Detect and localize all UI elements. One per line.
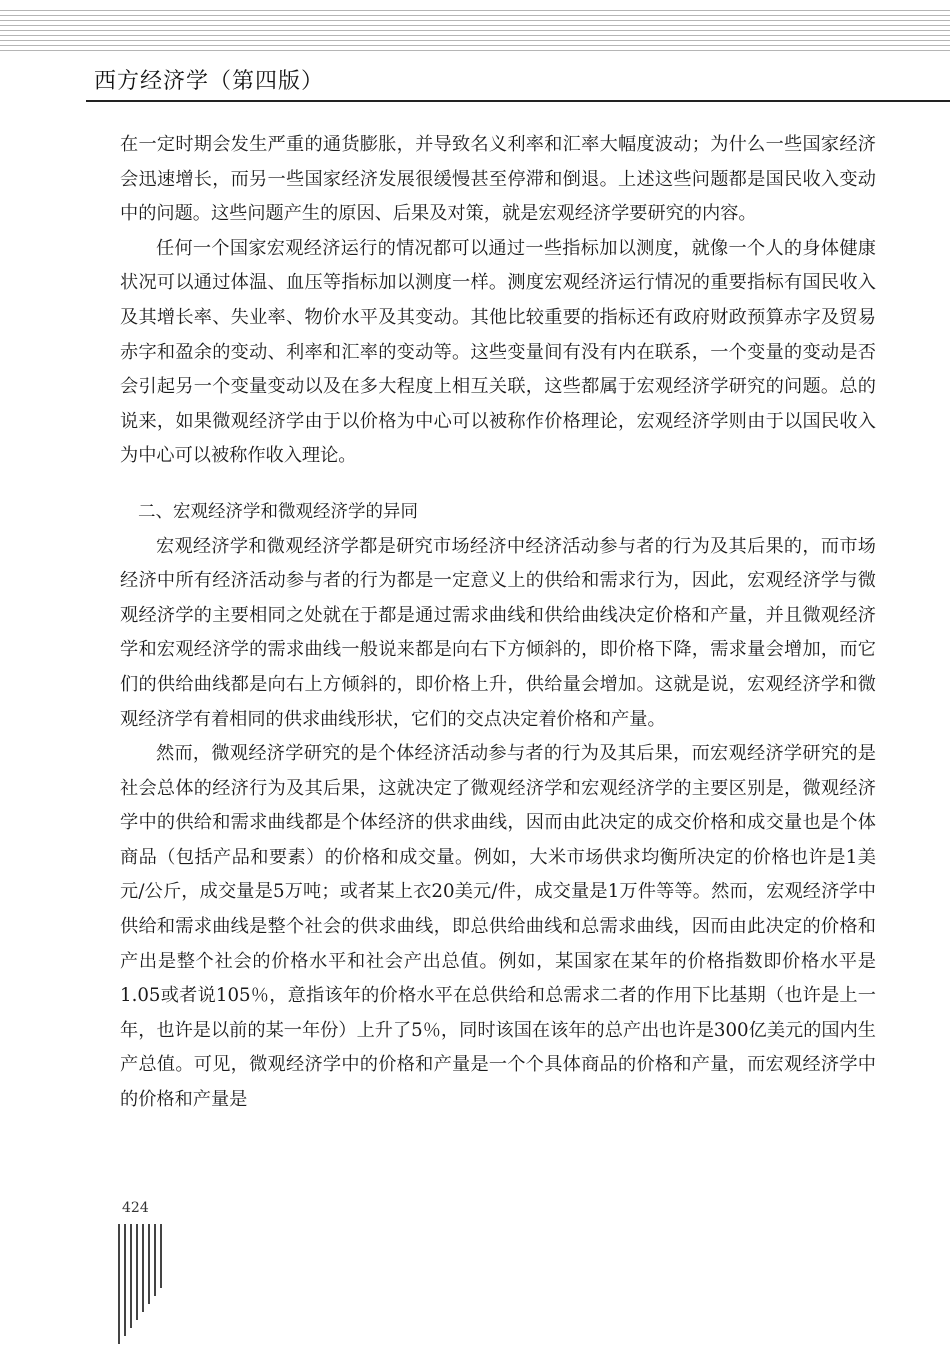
paragraph-continued: 在一定时期会发生严重的通货膨胀，并导致名义利率和汇率大幅度波动；为什么一些国家经济会迅速增长，而另一些国家经济发展很缓慢甚至停滞和倒退。上述这些问题都是国民收入变动中的问题。这些问题产生的原因、后果及对策，就是宏观经济学要研究的内容。 bbox=[120, 134, 876, 225]
header-decorative-rules bbox=[0, 10, 950, 52]
section-heading: 二、宏观经济学和微观经济学的异同 bbox=[138, 501, 418, 522]
page-number: 424 bbox=[122, 1200, 149, 1216]
thumb-index-marks bbox=[118, 1224, 166, 1344]
header-divider bbox=[86, 100, 950, 102]
page-body bbox=[120, 128, 876, 1118]
paragraph-similarities: 宏观经济学和微观经济学都是研究市场经济中经济活动参与者的行为及其后果的，而市场经济中所有经济活动参与者的行为都是一定意义上的供给和需求行为，因此，宏观经济学与微观经济学的主要相同之处就在于都是通过需求曲线和供给曲线决定价格和产量，并且微观经济学和宏观经济学的需求曲线一般说来都是向右下方倾斜的，即价格下降，需求量会增加，而它们的供给曲线都是向右上方倾斜的，即价格上升，供给量会增加。这就是说，宏观经济学和微观经济学有着相同的供求曲线形状，它们的交点决定着价格和产量。 bbox=[120, 535, 876, 730]
running-header-title: 西方经济学（第四版） bbox=[94, 69, 325, 94]
paragraph-indicators: 任何一个国家宏观经济运行的情况都可以通过一些指标加以测度，就像一个人的身体健康状况可以通过体温、血压等指标加以测度一样。测度宏观经济运行情况的重要指标有国民收入及其增长率、失业率、物价水平及其变动。其他比较重要的指标还有政府财政预算赤字及贸易赤字和盈余的变动、利率和汇率的变动等。这些变量间有没有内在联系，一个变量的变动是否会引起另一个变量变动以及在多大程度上相互关联，这些都属于宏观经济学研究的问题。总的说来，如果微观经济学由于以价格为中心可以被称作价格理论，宏观经济学则由于以国民收入为中心可以被称作收入理论。 bbox=[120, 237, 876, 467]
paragraph-differences: 然而，微观经济学研究的是个体经济活动参与者的行为及其后果，而宏观经济学研究的是社会总体的经济行为及其后果，这就决定了微观经济学和宏观经济学的主要区别是，微观经济学中的供给和需求曲线都是个体经济的供求曲线，因而由此决定的成交价格和成交量也是个体商品（包括产品和要素）的价格和成交量。例如，大米市场供求均衡所决定的价格也许是1美元/公斤，成交量是5万吨；或者某上衣20美元/件，成交量是1万件等等。然而，宏观经济学中供给和需求曲线是整个社会的供求曲线，即总供给曲线和总需求曲线，因而由此决定的价格和产出是整个社会的价格水平和社会产出总值。例如，某国家在某年的价格指数即价格水平是1.05或者说105％，意指该年的价格水平在总供给和总需求二者的作用下比基期（也许是上一年，也许是以前的某一年份）上升了5％，同时该国在该年的总产出也许是300亿美元的国内生产总值。可见，微观经济学中的价格和产量是一个个具体商品的价格和产量，而宏观经济学中的价格和产量是 bbox=[120, 743, 876, 1111]
